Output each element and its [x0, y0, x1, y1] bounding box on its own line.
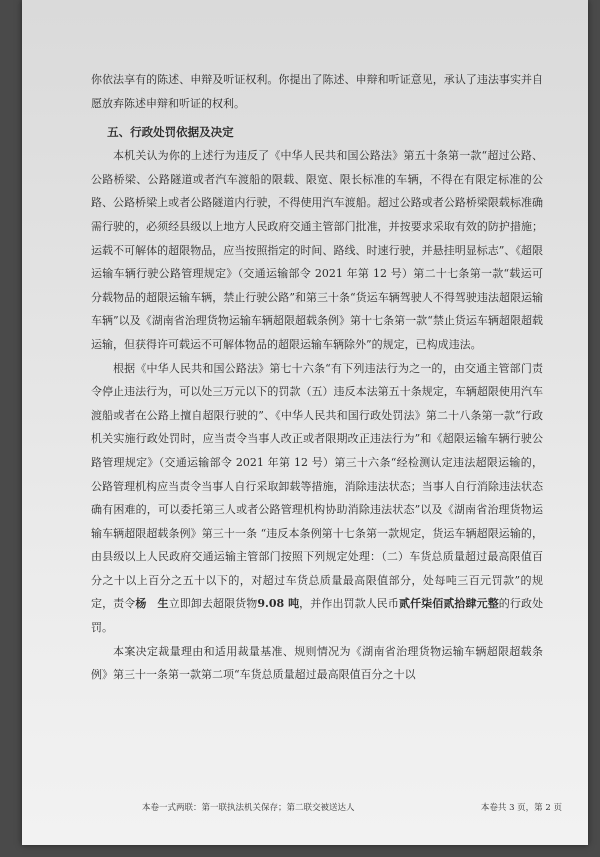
legal-basis-paragraph: 本机关认为你的上述行为违反了《中华人民共和国公路法》第五十条第一款“超过公路、公路桥梁、公路隧道或者汽车渡船的限载、限宽、限长标准的车辆，不得在有限定标准的公路、公路桥梁上或者公路隧道内行驶，不得使用汽车渡船。超过公路或者公路桥梁限载标准确需行驶的，必须经县级以上地方人民政府交通主管部门批准，并按要求采取有效的防护措施；运载不可解体的超限物品，应当按照指定的时间、路线、时速行驶，并悬挂明显标志”、《超限运输车辆行驶公路管理规定》（交通运输部令 2021 年第 12 号）第二十七条第一款“载运可分载物品的超限运输车辆，禁止行驶公路”和第三十条“货运车辆驾驶人不得驾驶违法超限运输车辆”以及《湖南省治理货物运输车辆超限超载条例》第十七条第一款“禁止货运车辆超限超载运输，但获得许可载运不可解体物品的超限运输车辆除外”的规定，已构成违法。	[91, 149, 543, 351]
footer-copies-note: 本卷一式两联：第一联执法机关保存；第二联交被送达人	[142, 803, 355, 813]
decision-paragraph	[91, 357, 543, 640]
decision-text-d: 的行政处罚。	[91, 597, 544, 635]
discretion-paragraph: 本案决定裁量理由和适用裁量基准、规则情况为《湖南省治理货物运输车辆超限超载条例》第三十一条第一款第二项“车货总质量超过最高限值百分之十以	[91, 644, 543, 682]
decision-text-b: 立即卸去超限货物	[168, 597, 258, 611]
decision-text-c: ，并作出罚款人民币	[299, 597, 399, 611]
document-page	[22, 0, 588, 845]
page-footer	[142, 801, 562, 813]
fine-amount: 贰仟柒佰贰拾肆元整	[398, 597, 499, 611]
decision-text-a: 根据《中华人民共和国公路法》第七十六条“有下列违法行为之一的，由交通主管部门责令停止违法行为，可以处三万元以下的罚款（五）违反本法第五十条规定，车辆超限使用汽车渡船或者在公路上擅自超限行驶的”、《中华人民共和国行政处罚法》第二十八条第一款“行政机关实施行政处罚时，应当责令当事人改正或者限期改正违法行为”和《超限运输车辆行驶公路管理规定》（交通运输部令 2021 年第 12 号）第三十六条“经检测认定违法超限运输的，公路管理机构应当责令当事人自行采取卸载等措施，消除违法状态；当事人自行消除违法状态确有困难的，可以委托第三人或者公路管理机构协助消除违法状态”以及《湖南省治理货物运输车辆超限超载条例》第三十一条 “违反本条例第十七条第一款规定，货运车辆超限运输的，由县级以上人民政府交通运输主管部门按照下列规定处理：（二）车货总质量超过最高限值百分之十以上百分之五十以下的，对超过车货总质量最高限值部分，处每吨三百元罚款”的规定，责令	[91, 361, 543, 611]
document-body	[91, 68, 543, 687]
party-name: 杨 生	[135, 597, 169, 611]
intro-paragraph: 你依法享有的陈述、申辩及听证权利。你提出了陈述、申辩和听证意见，承认了违法事实并自愿放弃陈述申辩和听证的权利。	[91, 73, 543, 110]
overload-weight: 9.08 吨	[257, 597, 300, 611]
footer-page-number: 本卷共 3 页，第 2 页	[480, 803, 562, 813]
section-title: 五、行政处罚依据及决定	[107, 125, 234, 140]
